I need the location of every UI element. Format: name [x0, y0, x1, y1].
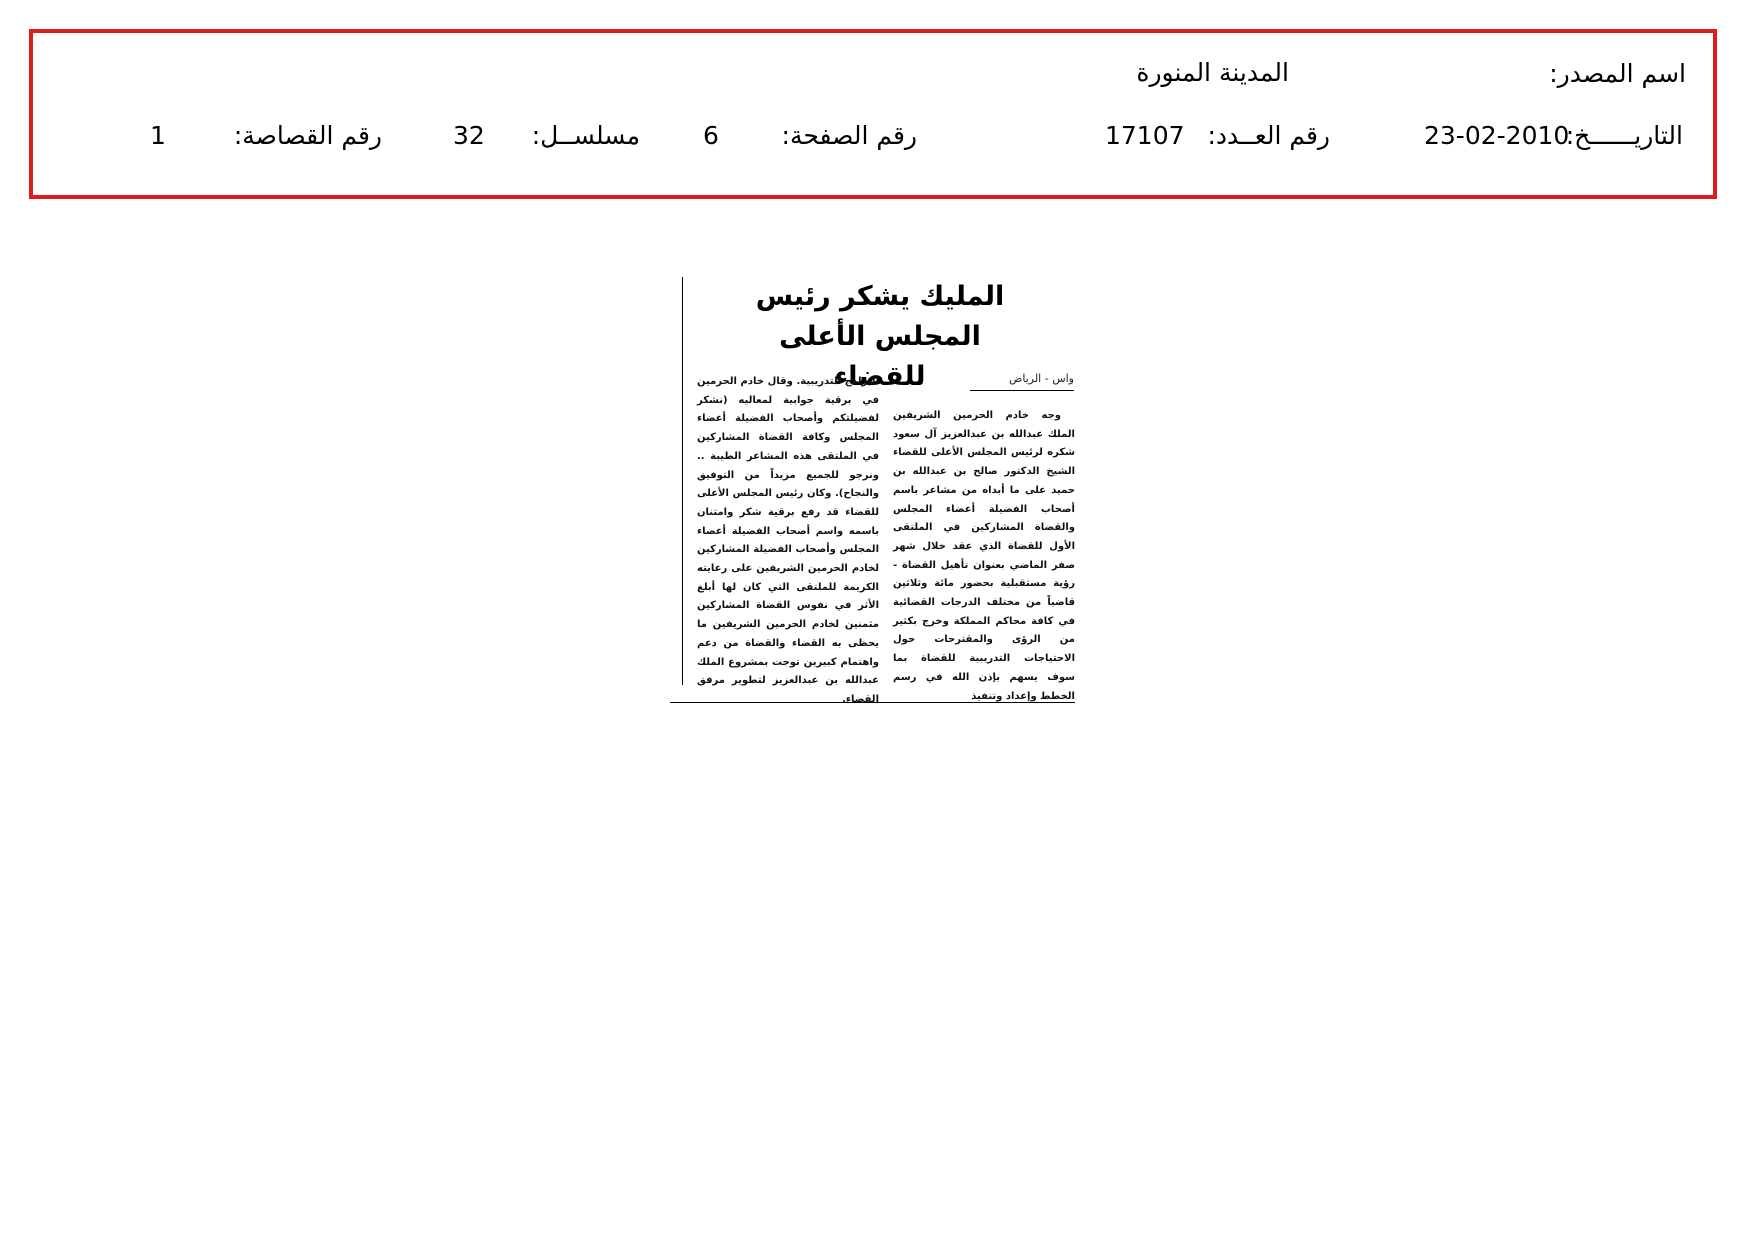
headline-line-1: المليك يشكر رئيس	[755, 281, 1005, 312]
clipping-label: رقم القصاصة:	[233, 121, 382, 150]
serial-value: 32	[453, 121, 485, 150]
page-label: رقم الصفحة:	[781, 121, 917, 150]
date-label: التاريــــــخ:	[1565, 121, 1683, 150]
serial-label: مسلســل:	[531, 121, 640, 150]
column-rule-vertical	[682, 277, 683, 685]
article-column-left: البرامج التدريبية. وقال خادم الحرمين في برقية جوابية لمعاليه (نشكر لفضيلتكم وأصحاب الفضيلة أعضاء المجلس وكافة القضاة المشاركين في الملتقى هذه المشاعر الطيبة .. ونرجو للجميع مزيداً من التوفيق والنجاح). وكان رئيس المجلس الأعلى للقضاء قد رفع برقية شكر وامتنان باسمه واسم أصحاب الفضيلة أعضاء المجلس وأصحاب الفضيلة المشاركين لخادم الحرمين الشريفين على رعايته الكريمة للملتقى التي كان لها أبلغ الأثر في نفوس القضاة المشاركين مثمنين لخادم الحرمين الشريفين ما يحظى به القضاء والقضاة من دعم واهتمام كبيرين توجت بمشروع الملك عبدالله بن عبدالعزيز لتطوير مرفق القضاء.	[697, 376, 879, 705]
page-value: 6	[703, 121, 719, 150]
headline-line-2: المجلس الأعلى للقضاء	[779, 321, 981, 392]
date-value: 23-02-2010	[1424, 121, 1570, 150]
newspaper-clipping	[670, 277, 1075, 707]
source-label: اسم المصدر:	[1549, 59, 1686, 88]
metadata-header-box	[29, 29, 1717, 199]
source-value: المدينة المنورة	[1136, 58, 1289, 87]
issue-label: رقم العــدد:	[1207, 121, 1330, 150]
clipping-value: 1	[150, 121, 166, 150]
article-byline: واس - الرياض	[970, 372, 1074, 391]
article-column-right: وجه خادم الحرمين الشريفين الملك عبدالله بن عبدالعزيز آل سعود شكره لرئيس المجلس الأعلى للقضاء الشيخ الدكتور صالح بن عبدالله بن حميد على ما أبداه من مشاعر باسم أصحاب الفضيلة أعضاء المجلس والقضاة المشاركين في الملتقى الأول للقضاة الذي عقد خلال شهر صفر الماضي بعنوان تأهيل القضاة - رؤية مستقبلية بحضور مائة وثلاثين قاضياً من مختلف الدرجات القضائية في كافة محاكم المملكة وخرج بكثير من الرؤى والمقترحات حول الاحتياجات التدريبية للقضاة بما سوف يسهم بإذن الله في رسم الخطط وإعداد وتنفيذ	[893, 410, 1075, 702]
issue-value: 17107	[1105, 121, 1185, 150]
